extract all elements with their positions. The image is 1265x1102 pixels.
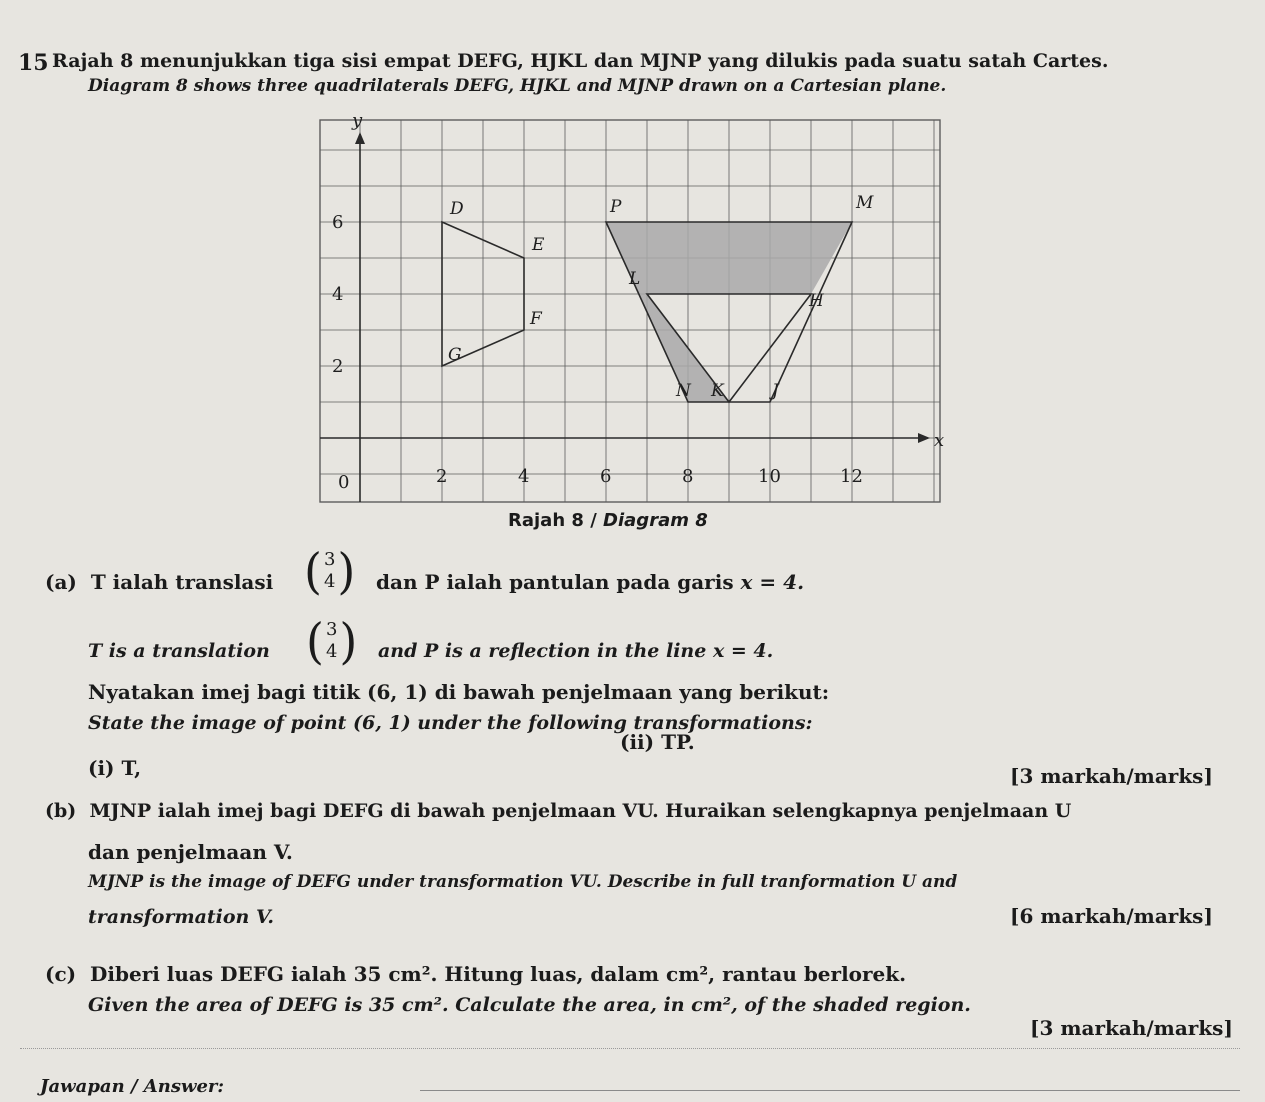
y-tick-label: 4	[332, 284, 344, 305]
vector-bottom: 4	[323, 571, 336, 592]
x-tick-label: 8	[682, 466, 694, 487]
origin-label: 0	[338, 472, 350, 493]
cartesian-diagram	[300, 112, 960, 542]
vector-english: ( 3 4 )	[306, 612, 358, 670]
dotted-divider	[20, 1048, 1240, 1049]
y-axis-arrow	[355, 132, 365, 144]
vertex-label-k: K	[711, 381, 724, 401]
part-b-malay-2: dan penjelmaan V.	[88, 840, 293, 864]
caption-english: Diagram 8	[603, 510, 708, 531]
x-tick-label: 6	[600, 466, 612, 487]
vertex-label-n: N	[676, 381, 691, 401]
x-axis-label: x	[934, 430, 945, 451]
vertex-label-h: H	[809, 291, 824, 311]
answer-line	[420, 1090, 1240, 1091]
vertex-label-m: M	[856, 193, 874, 213]
part-a-malay-pre: T ialah translasi	[90, 570, 274, 594]
part-a-malay-line	[45, 570, 273, 594]
answer-label: Jawapan / Answer:	[40, 1076, 225, 1097]
part-b-label: (b)	[45, 800, 77, 822]
part-c-malay-line	[45, 962, 906, 986]
vertex-label-j: J	[772, 381, 779, 401]
part-c-malay: Diberi luas DEFG ialah 35 cm². Hitung luas, dalam cm², rantau berlorek.	[90, 962, 907, 986]
y-tick-label: 6	[332, 212, 344, 233]
caption-sep: /	[583, 510, 604, 531]
part-a-state-malay: Nyatakan imej bagi titik (6, 1) di bawah penjelmaan yang berikut:	[88, 680, 830, 704]
part-b-marks: [6 markah/marks]	[1010, 904, 1213, 928]
vertex-label-p: P	[610, 197, 622, 217]
part-a-malay-post-line	[376, 570, 804, 594]
part-b-malay-line	[45, 800, 1071, 822]
part-a-eng-post: and P is a reflection in the line	[378, 640, 707, 662]
grid-border	[320, 120, 940, 502]
x-tick-label: 2	[436, 466, 448, 487]
part-a-marks: [3 markah/marks]	[1010, 764, 1213, 788]
part-b-eng-1: MJNP is the image of DEFG under transformation VU. Describe in full tranformation U and	[88, 872, 958, 892]
x-axis-arrow	[918, 433, 930, 443]
part-a-malay-post: dan P ialah pantulan pada garis	[376, 570, 734, 594]
part-b-eng-2: transformation V.	[88, 906, 275, 928]
part-c-label: (c)	[45, 962, 77, 986]
diagram-caption	[508, 510, 708, 531]
part-a-eng-post-line	[378, 640, 773, 662]
part-a-sub-ii: (ii) TP.	[620, 730, 695, 754]
vector-malay: ( 3 4 )	[304, 542, 356, 600]
vertex-label-l: L	[629, 269, 641, 289]
x-tick-label: 12	[840, 466, 863, 487]
intro-english: Diagram 8 shows three quadrilaterals DEFG, HJKL and MJNP drawn on a Cartesian plane.	[88, 76, 947, 96]
part-a-label: (a)	[45, 570, 77, 594]
x-tick-label: 10	[758, 466, 781, 487]
vertex-label-f: F	[530, 309, 542, 329]
y-tick-label: 2	[332, 356, 344, 377]
grid	[320, 120, 940, 502]
vertex-label-e: E	[532, 235, 545, 255]
part-a-sub-i: (i) T,	[88, 756, 142, 780]
part-a-eng-eq: x = 4.	[712, 640, 774, 662]
vector-top: 3	[323, 549, 336, 570]
caption-malay: Rajah 8	[508, 510, 584, 531]
part-a-eng-pre: T is a translation	[88, 640, 270, 662]
vertex-label-g: G	[448, 345, 462, 365]
question-number: 15	[18, 50, 49, 76]
part-a-malay-eq: x = 4.	[740, 570, 805, 594]
vertex-label-d: D	[450, 199, 464, 219]
y-axis-label: y	[352, 112, 363, 131]
part-c-marks: [3 markah/marks]	[1030, 1016, 1233, 1040]
x-tick-label: 4	[518, 466, 530, 487]
axes	[320, 132, 930, 502]
part-b-malay-1: MJNP ialah imej bagi DEFG di bawah penjelmaan VU. Huraikan selengkapnya penjelmaan U	[89, 800, 1072, 822]
vector-top-eng: 3	[325, 619, 338, 640]
vector-bottom-eng: 4	[325, 641, 338, 662]
part-c-english: Given the area of DEFG is 35 cm². Calculate the area, in cm², of the shaded region.	[88, 994, 971, 1016]
intro-malay: Rajah 8 menunjukkan tiga sisi empat DEFG, HJKL dan MJNP yang dilukis pada suatu satah Cartes.	[52, 50, 1109, 72]
part-a-state-english: State the image of point (6, 1) under the following transformations:	[88, 712, 813, 734]
